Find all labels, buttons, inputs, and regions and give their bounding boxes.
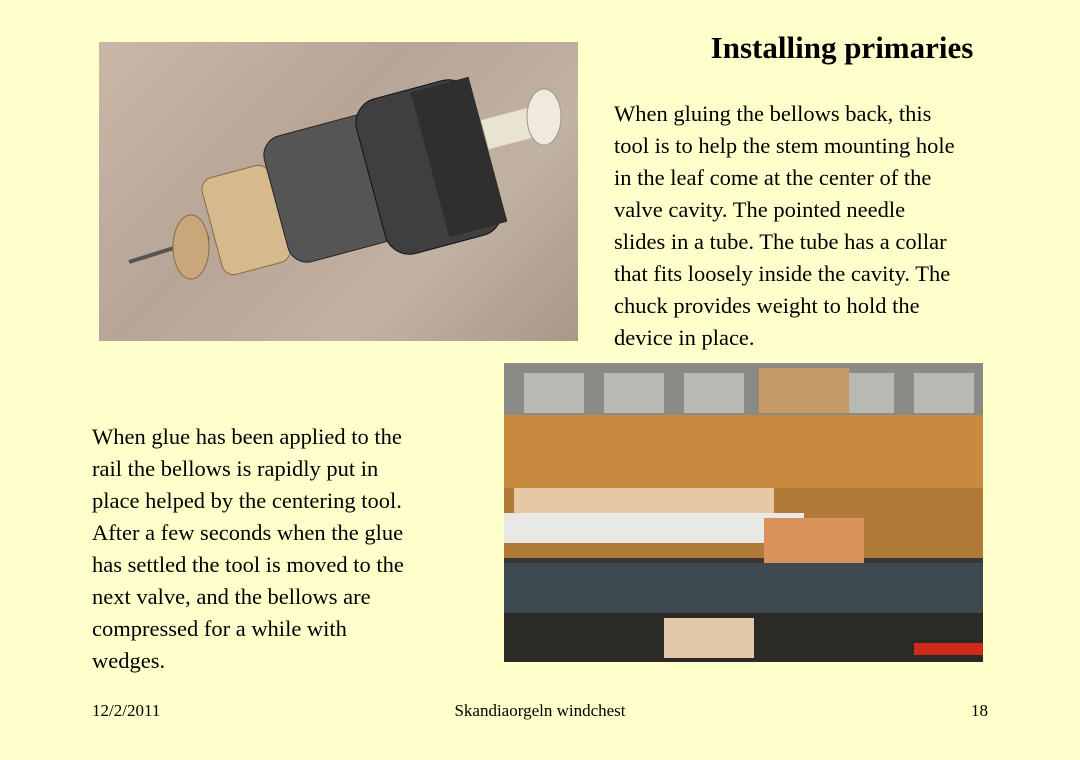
text-line: has settled the tool is moved to the	[92, 552, 404, 577]
text-line: chuck provides weight to hold the	[614, 293, 920, 318]
text-line: After a few seconds when the glue	[92, 520, 404, 545]
slide-title: Installing primaries	[710, 30, 974, 65]
text-line: that fits loosely inside the cavity. The	[614, 261, 951, 286]
text-line: tool is to help the stem mounting hole	[614, 133, 955, 158]
text-line: next valve, and the bellows are	[92, 584, 371, 609]
footer-title: Skandiaorgeln windchest	[454, 701, 626, 720]
text-line: in the leaf come at the center of the	[614, 165, 932, 190]
text-line: slides in a tube. The tube has a collar	[614, 229, 947, 254]
text-line: wedges.	[92, 648, 166, 673]
bottom-description	[92, 421, 404, 677]
footer-date: 12/2/2011	[92, 701, 161, 720]
text-line: rail the bellows is rapidly put in	[92, 456, 379, 481]
drill-chuck-centering-tool-photo	[99, 42, 578, 341]
text-line: device in place.	[614, 325, 755, 350]
text-line: When gluing the bellows back, this	[614, 101, 932, 126]
top-description	[614, 98, 955, 354]
text-line: When glue has been applied to the	[92, 424, 402, 449]
slide-number: 18	[971, 701, 988, 720]
text-line: place helped by the centering tool.	[92, 488, 402, 513]
text-line: compressed for a while with	[92, 616, 347, 641]
text-line: valve cavity. The pointed needle	[614, 197, 906, 222]
bellows-gluing-photo	[504, 363, 983, 662]
